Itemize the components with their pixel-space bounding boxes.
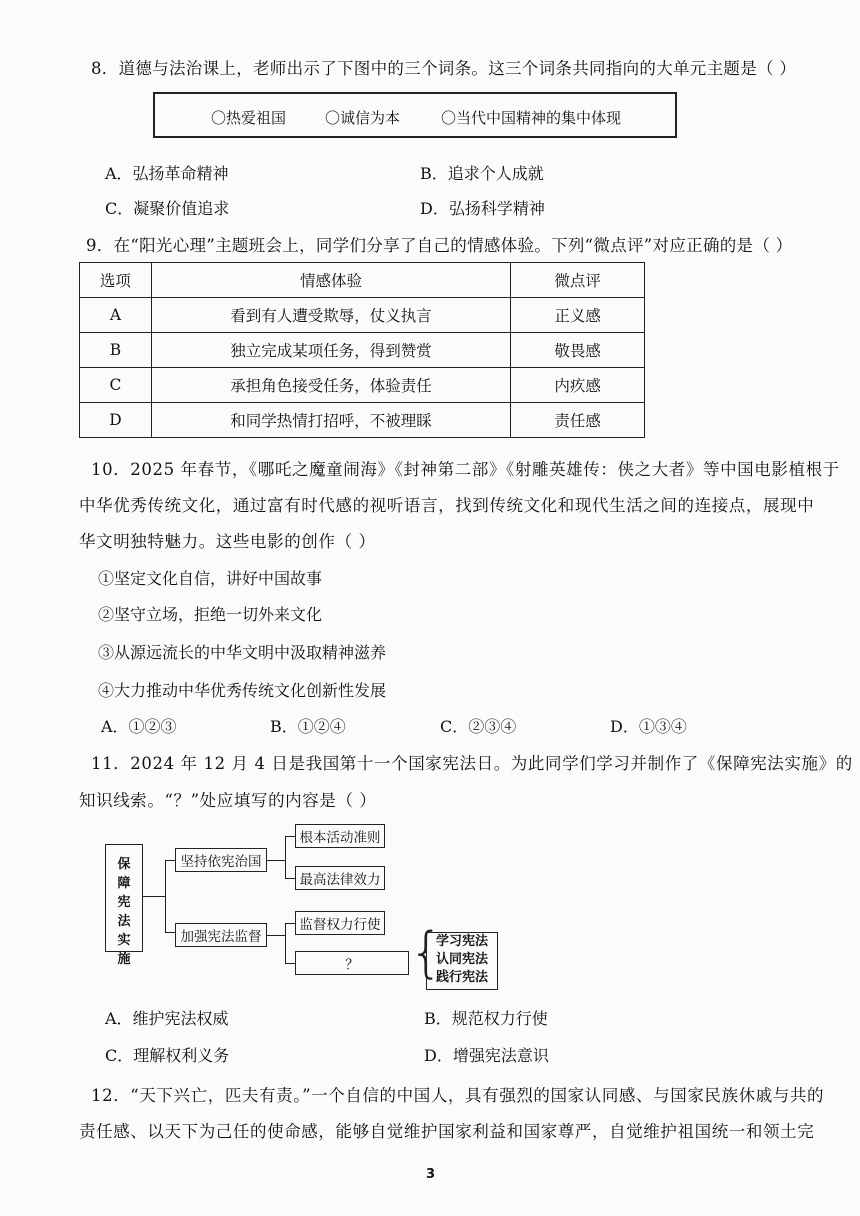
q10-item-2: ②坚守立场，拒绝一切外来文化 [98, 605, 323, 624]
q10-item-4: ④大力推动中华优秀传统文化创新性发展 [98, 681, 387, 700]
q11-line-1: 11．2024 年 12 月 4 日是我国第十一个国家宪法日。为此同学们学习并制作了《保障宪法实施》的 [91, 754, 853, 773]
diagram-branch-1: 坚持依宪治国 [175, 848, 267, 872]
table-row [80, 333, 645, 368]
diagram-branch-2: 加强宪法监督 [175, 923, 267, 947]
table-cell: B [80, 333, 152, 368]
q8-word-3: 〇当代中国精神的集中体现 [441, 109, 622, 127]
q9-table [79, 262, 645, 438]
q10-option-c: C．②③④ [440, 717, 517, 736]
q8-word-box [153, 92, 677, 138]
diagram-side-box [426, 932, 498, 990]
diagram-leaf-2: 最高法律效力 [295, 866, 385, 890]
table-cell: 独立完成某项任务，得到赞赏 [151, 333, 510, 368]
diagram-leaf-4-blank: ？ [295, 951, 409, 975]
table-cell: A [80, 298, 152, 333]
table-row [80, 403, 645, 438]
q12-line-1: 12．“天下兴亡，匹夫有责。”一个自信的中国人，具有强烈的国家认同感、与国家民族休戚与共的 [91, 1086, 825, 1105]
diagram-leaf-1: 根本活动准则 [295, 824, 385, 848]
q8-word-2: 〇诚信为本 [325, 109, 401, 127]
q10-option-a: A．①②③ [101, 717, 177, 736]
table-header-row [80, 263, 645, 298]
diagram-root-label: 保障宪法实施 [117, 857, 131, 967]
table-cell: 正义感 [511, 298, 645, 333]
q10-line-2: 中华优秀传统文化，通过富有时代感的视听语言，找到传统文化和现代生活之间的连接点，展现中 [79, 496, 815, 515]
diagram-root [105, 844, 143, 967]
page-number: 3 [426, 1167, 436, 1182]
table-cell: 敬畏感 [511, 333, 645, 368]
diagram-leaf-3: 监督权力行使 [295, 911, 385, 935]
table-header: 选项 [80, 263, 152, 298]
q8-option-c: C．凝聚价值追求 [105, 199, 230, 218]
table-cell: 和同学热情打招呼，不被理睬 [151, 403, 510, 438]
diagram-side-item-1: 学习宪法 [435, 934, 488, 949]
table-row [80, 368, 645, 403]
table-cell: 看到有人遭受欺辱，仗义执言 [151, 298, 510, 333]
q11-knowledge-diagram [100, 820, 510, 995]
table-header: 微点评 [511, 263, 645, 298]
table-cell: 承担角色接受任务，体验责任 [151, 368, 510, 403]
q10-item-1: ①坚定文化自信，讲好中国故事 [98, 569, 323, 588]
table-cell: C [80, 368, 152, 403]
q11-option-a: A．维护宪法权威 [105, 1009, 229, 1028]
q8-word-1: 〇热爱祖国 [211, 109, 287, 127]
table-header: 情感体验 [151, 263, 510, 298]
table-row [80, 298, 645, 333]
diagram-side-item-3: 践行宪法 [435, 970, 488, 985]
q11-option-d: D．增强宪法意识 [424, 1046, 549, 1065]
diagram-side-item-2: 认同宪法 [435, 952, 488, 967]
q11-option-b: B．规范权力行使 [424, 1009, 548, 1028]
q8-option-b: B．追求个人成就 [420, 164, 544, 183]
q12-line-2: 责任感、以天下为己任的使命感，能够自觉维护国家利益和国家尊严，自觉维护祖国统一和领土完 [79, 1122, 815, 1141]
table-cell: D [80, 403, 152, 438]
q8-stem: 8．道德与法治课上，老师出示了下图中的三个词条。这三个词条共同指向的大单元主题是（ ） [91, 59, 797, 78]
table-cell: 责任感 [511, 403, 645, 438]
q9-stem: 9．在“阳光心理”主题班会上，同学们分享了自己的情感体验。下列“微点评”对应正确的是（ ） [86, 236, 793, 255]
q11-line-2: 知识线索。“？”处应填写的内容是（ ） [79, 791, 377, 810]
table-cell: 内疚感 [511, 368, 645, 403]
q10-item-3: ③从源远流长的中华文明中汲取精神滋养 [98, 643, 387, 662]
q8-option-a: A．弘扬革命精神 [105, 164, 229, 183]
q10-option-d: D．①③④ [610, 717, 687, 736]
q8-option-d: D．弘扬科学精神 [420, 199, 545, 218]
brace-icon: { [409, 921, 444, 984]
q10-option-b: B．①②④ [270, 717, 346, 736]
q10-line-1: 10．2025 年春节，《哪吒之魔童闹海》《封神第二部》《射雕英雄传：侠之大者》等中国电影植根于 [91, 460, 840, 479]
q11-option-c: C．理解权利义务 [105, 1046, 230, 1065]
q10-line-3: 华文明独特魅力。这些电影的创作（ ） [79, 532, 376, 551]
